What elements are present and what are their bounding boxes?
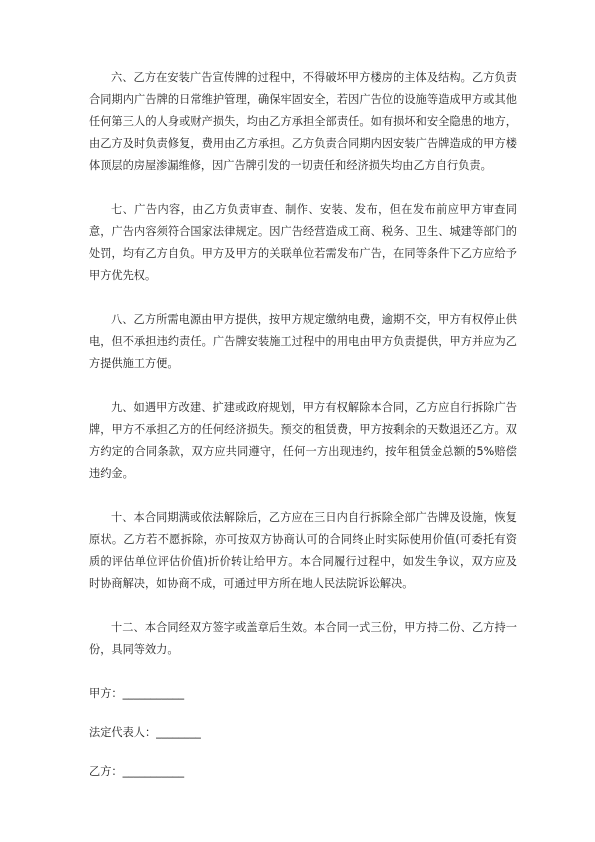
legal-representative-signature-line: 法定代表人：________ <box>89 726 201 739</box>
clause-8: 八、乙方所需电源由甲方提供，按甲方规定缴纳电费，逾期不交，甲方有权停止供电，但不承担违约责任。广告牌安装施工过程中的用电由甲方负责提供，甲方并应为乙方提供施工方便。 <box>89 313 517 370</box>
clause-12: 十二、本合同经双方签字或盖章后生效。本合同一式三份，甲方持二份、乙方持一份，具同等效力。 <box>89 621 517 656</box>
party-b-signature-line: 乙方：___________ <box>89 765 185 778</box>
clause-7: 七、广告内容，由乙方负责审查、制作、安装、发布，但在发布前应甲方审查同意，广告内容须符合国家法律规定。因广告经营造成工商、税务、卫生、城建等部门的处罚，均有乙方自负。甲方及甲方的关联单位若需发布广告，在同等条件下乙方应给予甲方优先权。 <box>89 203 517 282</box>
clause-6: 六、乙方在安装广告宣传牌的过程中，不得破坏甲方楼房的主体及结构。乙方负责合同期内广告牌的日常维护管理，确保牢固安全，若因广告位的设施等造成甲方或其他任何第三人的人身或财产损失，均由乙方承担全部责任。如有损坏和安全隐患的地方，由乙方及时负责修复，费用由乙方承担。乙方负责合同期内因安装广告牌造成的甲方楼体顶层的房屋渗漏维修，因广告牌引发的一切责任和经济损失均由乙方自行负责。 <box>89 71 517 172</box>
contract-body <box>89 67 517 783</box>
clause-10: 十、本合同期满或依法解除后，乙方应在三日内自行拆除全部广告牌及设施，恢复原状。乙方若不愿拆除，亦可按双方协商认可的合同终止时实际使用价值(可委托有资质的评估单位评估价值)折价转让给甲方。本合同履行过程中，如发生争议，双方应及时协商解决，如协商不成，可通过甲方所在地人民法院诉讼解决。 <box>89 511 517 590</box>
party-a-signature-line: 甲方：___________ <box>89 687 185 700</box>
clause-9: 九、如遇甲方改建、扩建或政府规划，甲方有权解除本合同，乙方应自行拆除广告牌，甲方不承担乙方的任何经济损失。预交的租赁费，甲方按剩余的天数退还乙方。双方约定的合同条款，双方应共同遵守，任何一方出现违约，按年租赁金总额的5%赔偿违约金。 <box>89 401 517 480</box>
